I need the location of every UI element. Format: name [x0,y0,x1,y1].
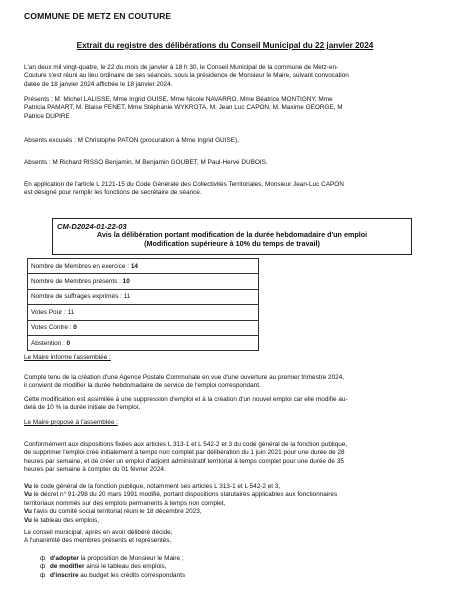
decision-verb: de modifier [50,563,85,571]
decision-item [40,563,430,571]
vu-text: territoriaux nommés sur des emplois permanents à temps non complet, [24,499,226,507]
secretaire-line: En application de l'article L 2121-15 du Code Générale des Collectivités Territoriales, Monsieur Jean-Luc CAPON [24,181,344,188]
intro-line: L'an deux mil vingt-quatre, le 22 du mois de janvier à 18 h 30, le Conseil Municipal de la commune de Metz-en- [24,64,339,71]
vote-value: 11 [123,293,131,301]
vu-lead: Vu [24,516,32,524]
commune-heading: COMMUNE DE METZ EN COUTURE [24,11,172,21]
secretaire-line: est désigné pour remplir les fonctions de secrétaire de séance. [24,189,202,197]
vu-item [24,500,428,508]
assimilee-line: delà de 10 % la durée initiale de l'emploi, [24,404,140,412]
vu-text: le tableau des emplois, [31,516,100,524]
maire-informe-heading: Le Maire informe l'assemblée : [24,354,111,361]
deliberation-reference: CM-D2024-01-22-03 [57,222,127,231]
intro-line: datée de 18 janvier 2024 affichée le 18 janvier 2024. [24,80,173,88]
table-row [28,335,259,350]
decision-item [40,555,430,563]
decision-text: ainsi le tableau des emplois, [84,563,167,571]
proposition-line: de supprimer l'emploi créé initialement à temps non complet par délibération du 1 juin 2021 pour une durée de 28 [24,449,345,457]
proposition-paragraph [24,441,428,475]
vote-label: Abstention : [31,339,67,347]
deliberation-title-line: (Modification supérieure à 10% du temps de travail) [144,238,320,248]
vote-label: Nombre de Membres présents : [31,278,123,286]
vote-value: 14 [130,262,138,270]
document-title: Extrait du registre des délibérations du Conseil Municipal du 22 janvier 2024 [76,41,374,50]
assimilee-line: Cette modification est assimilée à une suppression d'emploi et à la création d'un nouvel emploi car elle modifie au- [24,396,348,403]
decision-verb: d'adopter [50,555,79,562]
table-row [28,259,259,274]
vote-value: 10 [122,278,130,286]
vote-value: 11 [67,308,75,316]
table-row [28,274,259,289]
intro-paragraph [24,64,428,89]
presents-line: Patricia PAMART, M. Blaise FENET, Mme Stéphanie WYKROTA, M. Jean Luc CAPON, M. Maxime GEORGE, M [24,104,343,112]
vote-label: Nombre de Membres en exercice : [31,262,131,270]
presents-line: Présents : M. Michel LALISSE, Mme Ingrid GUISE, Mme Nicole NAVARRO, Mme Béatrice MONTIGNY, Mme [24,96,333,103]
vu-text: le code général de la fonction publique, notamment ses articles L 313-1 et L 542-2 et 3, [31,483,281,490]
deliberation-title-line: Avis la délibération portant modification de la durée hebdomadaire d'un emploi [96,230,368,239]
presents-line: Patrice DUPIRE [24,112,70,120]
proposition-line: Conformément aux dispositions fixées aux articles L 313-1 et L 542-2 et 3 du code général de la fonction publique, [24,441,348,448]
votes-table [27,258,259,351]
decision-text: la proposition de Monsieur le Maire ; [78,555,184,562]
secretaire-paragraph [24,181,428,198]
vu-lead: Vu [24,491,32,499]
intro-line: Couture s'est réuni au lieu ordinaire de ses séances, sous la présidence de Monsieur le Maire, suivant convocation [24,72,349,80]
table-row [28,289,259,304]
decisions-list [40,555,430,580]
vu-lead: Vu [24,508,32,516]
decision-bullet: ф [40,563,46,571]
absents-excuses: Absents excusés : M Christophe PATON (procuration à Mme Ingrid GUISE), [24,137,239,144]
vote-label: Nombre de suffrages exprimés : [31,293,124,301]
decision-bullet: ф [40,571,46,579]
vu-item [24,508,428,516]
vu-text: l'avis du comité social territorial réuni le 18 décembre 2023, [31,508,202,516]
decision-verb: d'inscrire [50,571,79,579]
table-row [28,305,259,320]
proposition-line: heures par semaine à compter du 01 février 2024. [24,466,166,474]
proposition-line: heures par semaine, et de créer un emploi d'adjoint administratif territorial à temps complet pour une durée de 35 [24,457,344,465]
vote-label: Votes Pour : [31,308,68,316]
vu-lead: Vu [24,483,32,490]
contexte-paragraph [24,374,428,391]
vu-item [24,517,428,525]
decision-item [40,572,430,580]
vus-list [24,483,428,525]
conclusion-paragraph [24,529,428,546]
maire-propose-heading: Le Maire propose à l'assemblée : [24,419,118,426]
decision-text: au budget les crédits correspondants [78,571,186,579]
absents: Absents : M Richard RISSO Benjamin, M Benjamin GOUBET, M Paul-Hervé DUBOIS. [24,159,268,166]
decision-bullet: ф [40,555,46,562]
presents-paragraph [24,96,428,121]
conclusion-line: A l'unanimité des membres présents et représentés, [24,537,172,545]
contexte-line: Compte tenu de la création d'une Agence Postale Communale en vue d'une ouverture au premier trimestre 2024, [24,374,345,381]
vote-value: 0 [66,339,71,347]
deliberation-box [52,218,412,255]
vu-text: le décret n° 91-298 du 20 mars 1991 modifié, portant dispositions statutaires applicables aux fonctionnaires [31,491,338,499]
assimilee-paragraph [24,396,428,413]
table-row [28,320,259,335]
vote-value: 0 [73,324,77,332]
conclusion-line: Le conseil municipal, après en avoir délibéré décide, [24,529,173,536]
vote-label: Votes Contre : [31,324,74,332]
vu-item [24,491,428,499]
contexte-line: il convient de modifier la durée hebdomadaire de service de l'emploi correspondant. [24,382,261,390]
